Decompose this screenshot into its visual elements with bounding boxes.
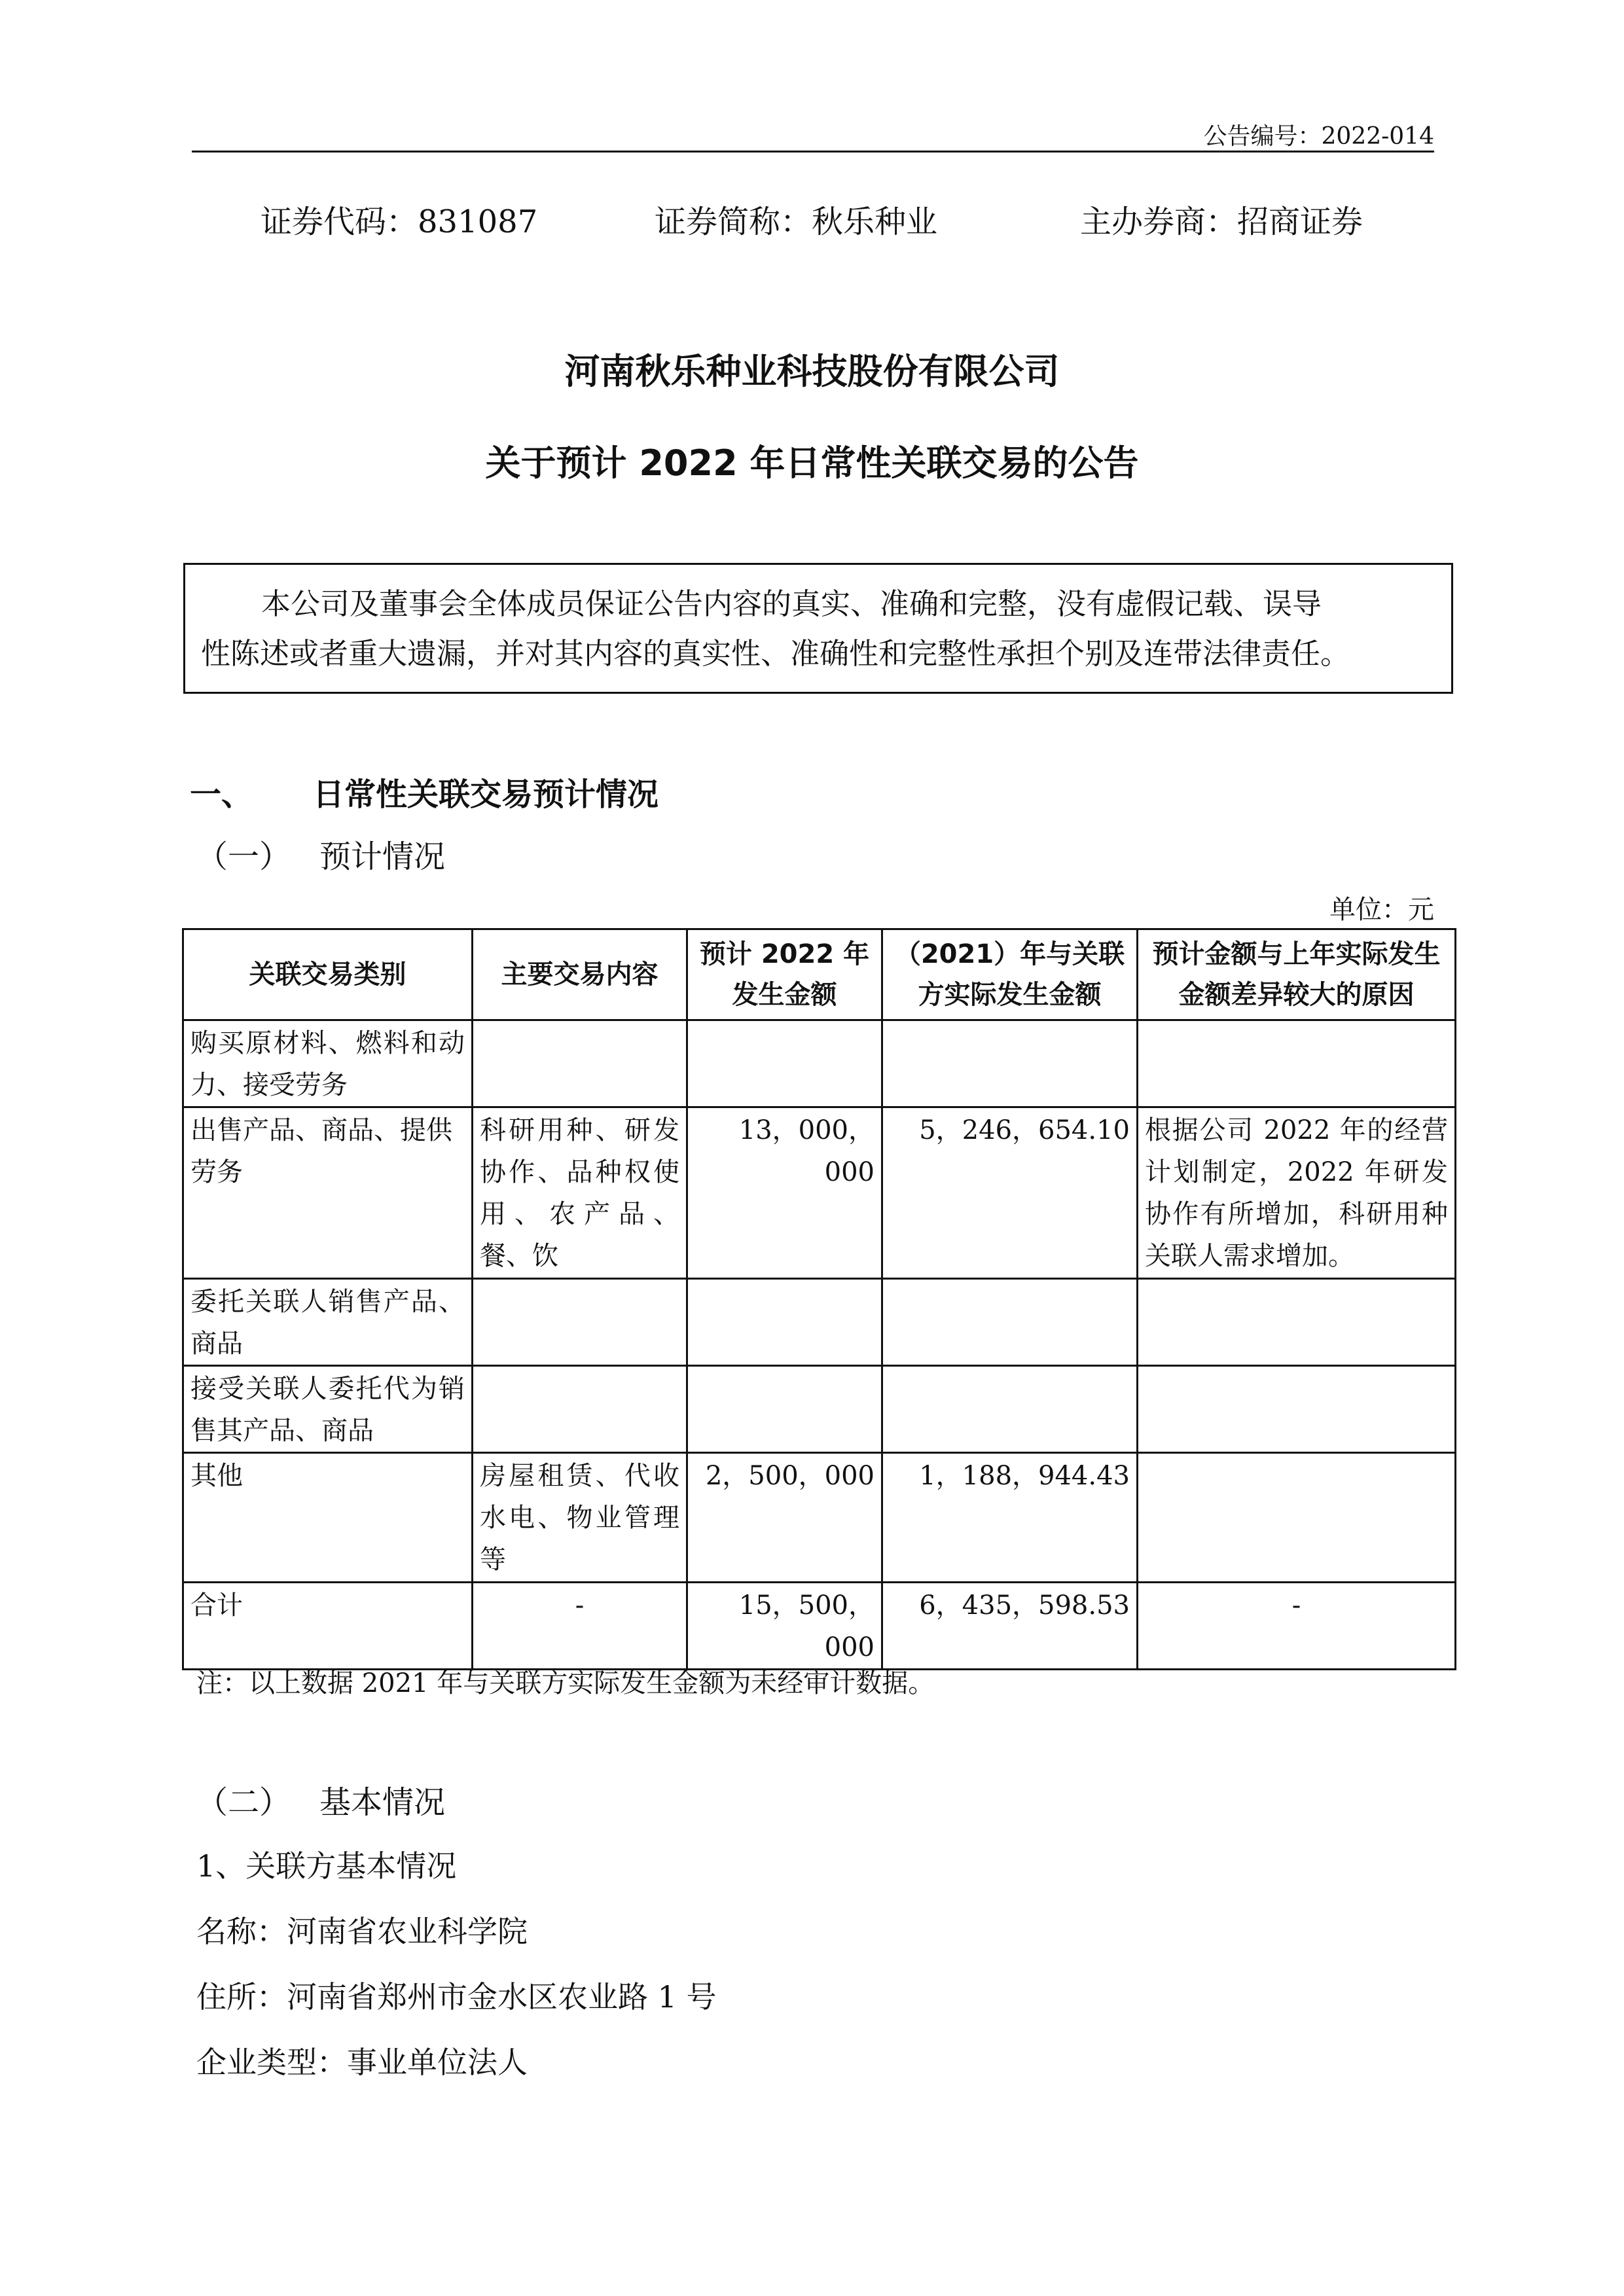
cell-actual: [882, 1020, 1138, 1107]
company-title: 河南秋乐种业科技股份有限公司: [564, 351, 1060, 392]
table-row: [183, 1279, 1456, 1366]
cell-estimate: 2，500，000: [687, 1453, 882, 1583]
disclaimer-line-1: 本公司及董事会全体成员保证公告内容的真实、准确和完整，没有虚假记载、误导: [261, 586, 1322, 621]
related-transactions-table: [182, 928, 1456, 1670]
cell-actual: 1，188，944.43: [882, 1453, 1138, 1583]
cell-reason: 根据公司 2022 年的经营计划制定，2022 年研发协作有所增加，科研用种关联人需求增加。: [1138, 1107, 1456, 1279]
related-party-address: 住所：河南省郑州市金水区农业路 1 号: [196, 1979, 717, 2015]
cell-content: 房屋租赁、代收水电、物业管理等: [473, 1453, 687, 1583]
col-header-actual: （2021）年与关联方实际发生金额: [882, 929, 1138, 1020]
table-row: [183, 1453, 1456, 1583]
cell-content: [473, 1279, 687, 1366]
disclaimer-box: [183, 563, 1453, 694]
col-header-content: 主要交易内容: [473, 929, 687, 1020]
cell-actual: [882, 1366, 1138, 1453]
section-heading-1: 一、 日常性关联交易预计情况: [190, 776, 659, 813]
cell-category: 购买原材料、燃料和动力、接受劳务: [183, 1020, 473, 1107]
cell-actual: 6，435，598.53: [882, 1583, 1138, 1670]
unit-label: 单位：元: [1329, 895, 1434, 925]
cell-reason: [1138, 1020, 1456, 1107]
cell-content: 科研用种、研发协作、品种权使用、农产品、餐、饮: [473, 1107, 687, 1279]
table-row: [183, 1020, 1456, 1107]
cell-estimate: [687, 1279, 882, 1366]
subsection-heading-basic: （二） 基本情况: [196, 1784, 446, 1821]
announcement-title: 关于预计 2022 年日常性关联交易的公告: [485, 442, 1139, 484]
col-header-reason: 预计金额与上年实际发生金额差异较大的原因: [1138, 929, 1456, 1020]
securities-code: 证券代码：831087: [261, 204, 538, 240]
header-rule: [192, 151, 1434, 152]
cell-reason: [1138, 1279, 1456, 1366]
cell-estimate: 15，500，000: [687, 1583, 882, 1670]
cell-actual: [882, 1279, 1138, 1366]
table-row: [183, 1107, 1456, 1279]
cell-category: 委托关联人销售产品、商品: [183, 1279, 473, 1366]
cell-category: 合计: [183, 1583, 473, 1670]
disclaimer-line-2: 性陈述或者重大遗漏，并对其内容的真实性、准确性和完整性承担个别及连带法律责任。: [201, 636, 1350, 671]
cell-estimate: [687, 1020, 882, 1107]
table-row: [183, 1366, 1456, 1453]
cell-reason: [1138, 1366, 1456, 1453]
cell-category: 接受关联人委托代为销售其产品、商品: [183, 1366, 473, 1453]
table-note: 注：以上数据 2021 年与关联方实际发生金额为未经审计数据。: [196, 1668, 935, 1698]
table-header-row: [183, 929, 1456, 1020]
related-party-type: 企业类型：事业单位法人: [196, 2045, 528, 2080]
cell-estimate: [687, 1366, 882, 1453]
table-total-row: [183, 1583, 1456, 1670]
cell-content: -: [473, 1583, 687, 1670]
cell-category: 出售产品、商品、提供劳务: [183, 1107, 473, 1279]
subsection-heading-estimate: （一） 预计情况: [196, 838, 446, 875]
related-party-name: 名称：河南省农业科学院: [196, 1914, 528, 1949]
doc-number: 公告编号：2022-014: [1203, 123, 1434, 150]
cell-actual: 5，246，654.10: [882, 1107, 1138, 1279]
cell-content: [473, 1020, 687, 1107]
securities-short-name: 证券简称：秋乐种业: [655, 204, 938, 240]
cell-estimate: 13，000，000: [687, 1107, 882, 1279]
col-header-category: 关联交易类别: [183, 929, 473, 1020]
sponsor-broker: 主办券商：招商证券: [1080, 204, 1363, 240]
cell-reason: -: [1138, 1583, 1456, 1670]
cell-content: [473, 1366, 687, 1453]
cell-category: 其他: [183, 1453, 473, 1583]
cell-reason: [1138, 1453, 1456, 1583]
related-party-heading: 1、关联方基本情况: [196, 1848, 457, 1884]
col-header-estimate: 预计 2022 年发生金额: [687, 929, 882, 1020]
